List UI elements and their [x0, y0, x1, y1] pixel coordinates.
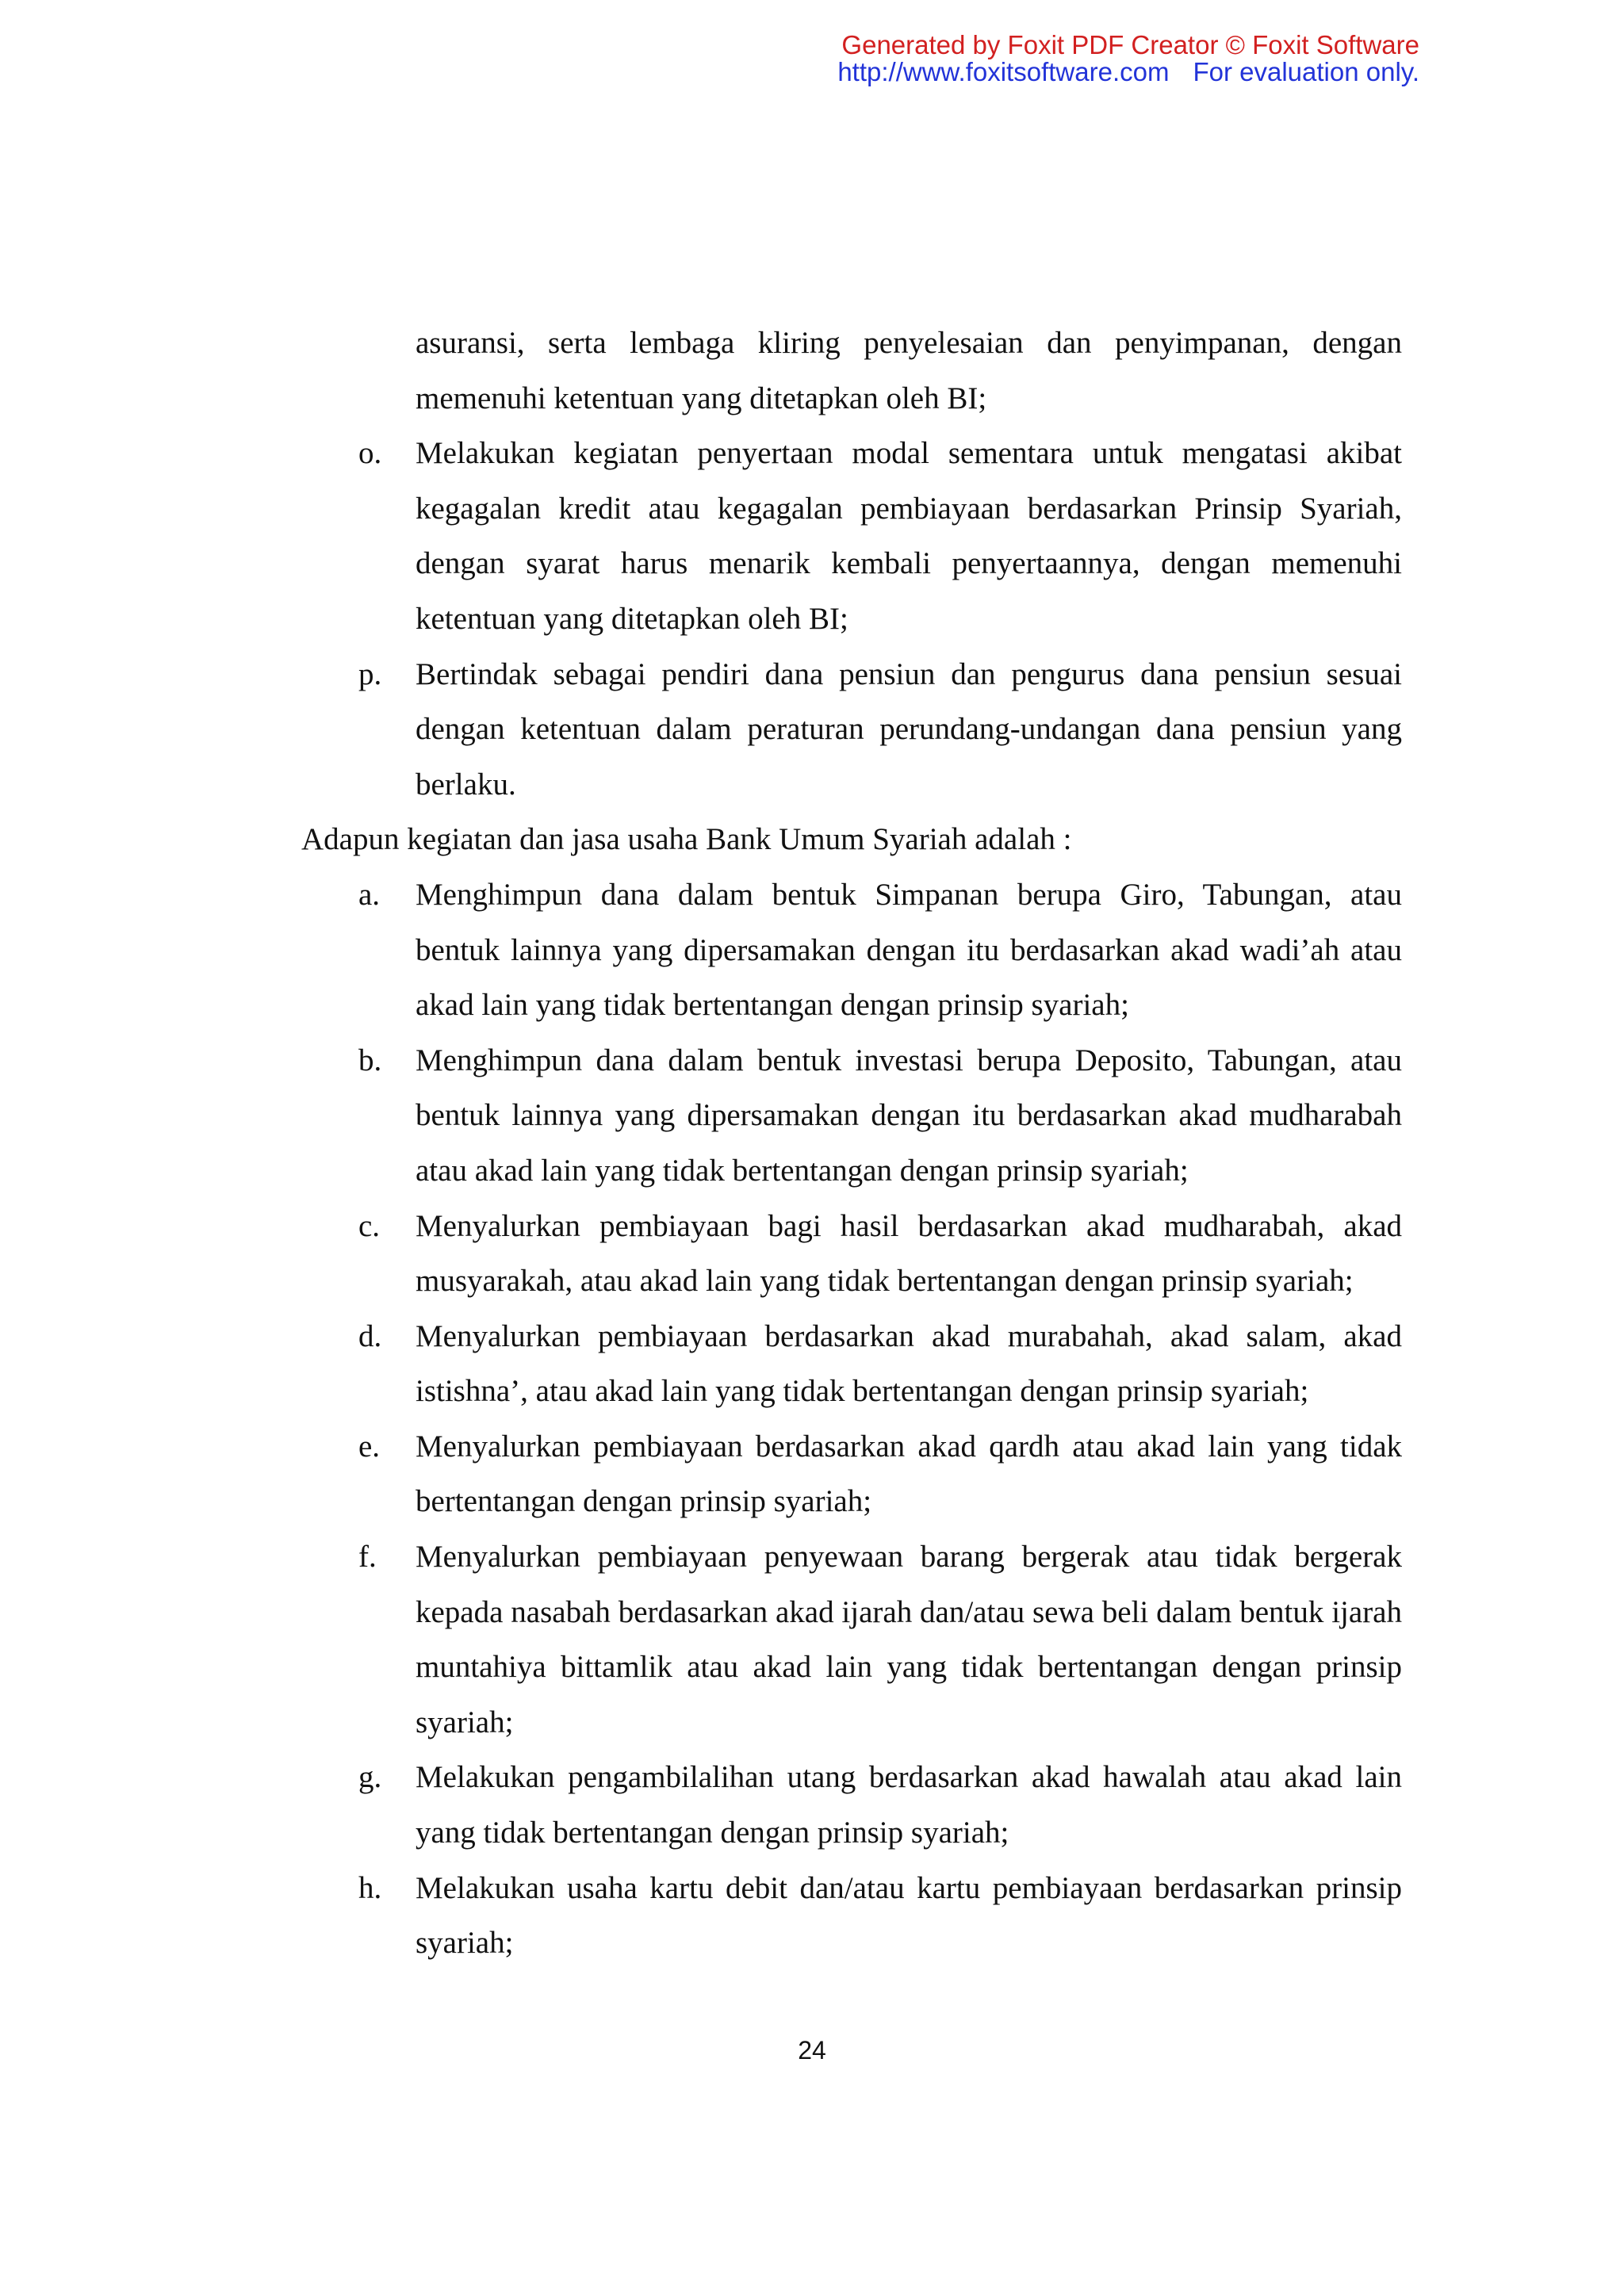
list-item — [301, 1419, 1402, 1529]
list-item-text: Menghimpun dana dalam bentuk Simpanan berupa Giro, Tabungan, atau bentuk lainnya yang dipersamakan dengan itu berdasarkan akad wadi’ah atau akad lain yang tidak bertentangan dengan prinsip syariah; — [416, 877, 1402, 1023]
watermark-line-1: Generated by Foxit PDF Creator © Foxit Software — [841, 30, 1419, 59]
list-item — [301, 1033, 1402, 1199]
list-marker: d. — [358, 1318, 382, 1353]
list-marker: a. — [358, 877, 381, 912]
list-item-text: Melakukan pengambilalihan utang berdasarkan akad hawalah atau akad lain yang tidak bertentangan dengan prinsip syariah; — [416, 1760, 1402, 1850]
list-marker: o. — [358, 436, 382, 471]
section-paragraph: Adapun kegiatan dan jasa usaha Bank Umum Syariah adalah : — [301, 822, 1072, 857]
list-item-text: Menyalurkan pembiayaan penyewaan barang bergerak atau tidak bergerak kepada nasabah berdasarkan akad ijarah dan/atau sewa beli dalam bentuk ijarah muntahiya bittamlik atau akad lain yang tidak bertentangan dengan prinsip syariah; — [416, 1540, 1402, 1739]
page-number: 24 — [798, 2036, 826, 2064]
list-item-text: Menyalurkan pembiayaan berdasarkan akad murabahah, akad salam, akad istishna’, atau akad lain yang tidak bertentangan dengan prinsip syariah; — [416, 1318, 1402, 1409]
foxit-watermark — [817, 32, 1419, 86]
list-marker: c. — [358, 1208, 381, 1243]
list-item-text: Menyalurkan pembiayaan bagi hasil berdasarkan akad mudharabah, akad musyarakah, atau akad lain yang tidak bertentangan dengan prinsip syariah; — [416, 1208, 1402, 1299]
list-item — [301, 1199, 1402, 1309]
continued-list-item-text: asuransi, serta lembaga kliring penyelesaian dan penyimpanan, dengan memenuhi ketentuan yang ditetapkan oleh BI; — [416, 326, 1402, 415]
list-marker: f. — [358, 1540, 377, 1575]
list-item-text: Menyalurkan pembiayaan berdasarkan akad qardh atau akad lain yang tidak bertentangan dengan prinsip syariah; — [416, 1429, 1402, 1519]
list-item-text: Bertindak sebagai pendiri dana pensiun dan pengurus dana pensiun sesuai dengan ketentuan dalam peraturan perundang-undangan dana pensiun yang berlaku. — [416, 656, 1402, 802]
list-item — [301, 1309, 1402, 1419]
list-item-text: Melakukan kegiatan penyertaan modal sementara untuk mengatasi akibat kegagalan kredit atau kegagalan pembiayaan berdasarkan Prinsip Syariah, dengan syarat harus menarik kembali penyertaannya, dengan memenuhi ketentuan yang ditetapkan oleh BI; — [416, 436, 1402, 636]
list-item — [301, 867, 1402, 1033]
list-top — [301, 426, 1402, 812]
list-item — [301, 647, 1402, 813]
list-main — [301, 867, 1402, 1971]
list-marker: h. — [358, 1870, 382, 1905]
list-item-text: Melakukan usaha kartu debit dan/atau kartu pembiayaan berdasarkan prinsip syariah; — [416, 1870, 1402, 1961]
list-marker: g. — [358, 1760, 382, 1795]
watermark-note: For evaluation only. — [1193, 57, 1419, 86]
list-item — [301, 1529, 1402, 1750]
list-marker: p. — [358, 656, 382, 691]
watermark-url: http://www.foxitsoftware.com — [837, 57, 1170, 86]
watermark-line-2 — [817, 59, 1419, 86]
list-marker: e. — [358, 1429, 381, 1464]
document-body — [301, 316, 1402, 1971]
list-item — [301, 426, 1402, 646]
list-marker: b. — [358, 1043, 382, 1077]
list-item — [301, 1750, 1402, 1860]
list-item — [301, 1861, 1402, 1971]
list-item-text: Menghimpun dana dalam bentuk investasi berupa Deposito, Tabungan, atau bentuk lainnya yang dipersamakan dengan itu berdasarkan akad mudharabah atau akad lain yang tidak bertentangan dengan prinsip syariah; — [416, 1043, 1402, 1188]
